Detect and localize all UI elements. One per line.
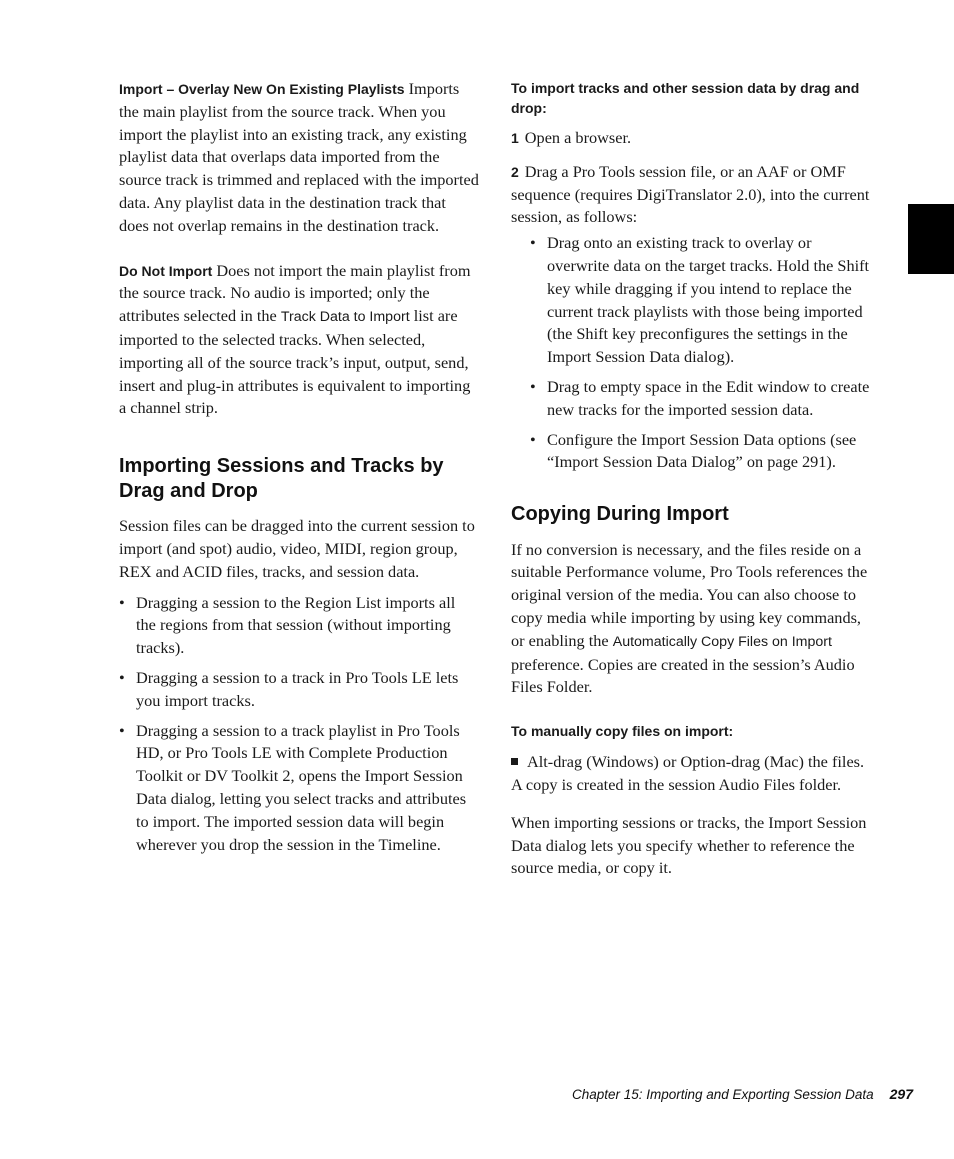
square-bullet-icon [511, 758, 518, 765]
text-copying-b: preference. Copies are created in the session’s Audio Files Folder. [511, 654, 855, 697]
list-item-text: Drag to empty space in the Edit window to create new tracks for the imported session data. [547, 376, 870, 419]
paragraph-do-not-import [119, 260, 479, 421]
square-step [511, 751, 871, 797]
bullet-icon: • [119, 592, 125, 612]
step-number: 2 [511, 163, 519, 180]
text-overlay-new: Imports the main playlist from the source track. When you import the playlist into an existing track, any existing playlist data that overlaps data imported from the source track is trimmed and replaced with the imported data. Any playlist data in the destination track that does not overlap remains in the destination track. [119, 79, 479, 235]
right-column [511, 78, 871, 880]
left-column [119, 78, 479, 863]
footer-chapter-title: Chapter 15: Importing and Exporting Session Data [571, 1087, 874, 1102]
inline-track-data-to-import: Track Data to Import [280, 309, 410, 326]
paragraph-import-session-data: When importing sessions or tracks, the Import Session Data dialog lets you specify whether to reference the source media, or copy it. [511, 812, 867, 878]
heading-drag-and-drop: Importing Sessions and Tracks by Drag and Drop [119, 455, 444, 502]
bullet-list-right [530, 232, 871, 474]
step-1 [511, 127, 871, 150]
runin-overlay-new: Import – Overlay New On Existing Playlists [119, 81, 405, 97]
list-item [530, 376, 871, 422]
text-do-not-import-b: list are imported to the selected tracks. When selected, importing all of the source track’s input, output, send, insert and plug-in attributes is equivalent to importing a channel strip. [119, 306, 471, 418]
step-text: Open a browser. [524, 128, 632, 147]
bullet-icon: • [119, 667, 125, 687]
bullet-icon: • [530, 233, 536, 253]
chapter-tab-marker [908, 204, 954, 274]
list-item-text: Dragging a session to a track in Pro Tools LE lets you import tracks. [136, 667, 459, 710]
square-step-text: Alt-drag (Windows) or Option-drag (Mac) the files. A copy is created in the session Audio Files folder. [511, 752, 865, 795]
paragraph-copying [511, 539, 871, 700]
list-item [530, 429, 871, 475]
procedure-heading-manual-copy: To manually copy files on import: [511, 723, 734, 740]
list-item [119, 720, 479, 857]
runin-do-not-import: Do Not Import [119, 262, 213, 279]
list-item-text: Dragging a session to a track playlist in Pro Tools HD, or Pro Tools LE with Complete Production Toolkit or DV Toolkit 2, opens the Import Session Data dialog, letting you select tracks and attributes to import. The imported session data will begin wherever you drop the session in the Timeline. [136, 720, 467, 854]
list-item-text: Drag onto an existing track to overlay or overwrite data on the target tracks. Hold the Shift key while dragging if you intend to replace the current track playlists with those being imported (the Shift key preconfigures the settings in the Import Session Data dialog). [547, 233, 870, 367]
procedure-heading-drag-drop: To import tracks and other session data by drag and drop: [511, 80, 860, 116]
list-item-text: Configure the Import Session Data options (see “Import Session Data Dialog” on page 291). [547, 429, 857, 472]
list-item [119, 592, 479, 660]
text-copying-a: If no conversion is necessary, and the files reside on a suitable Performance volume, Pro Tools references the original version of the media. You can also choose to copy media while importing by using key commands, or enabling the [511, 539, 868, 650]
footer-page-number: 297 [889, 1086, 913, 1102]
step-number: 1 [511, 130, 519, 146]
step-2 [511, 161, 871, 229]
step-text: Drag a Pro Tools session file, or an AAF or OMF sequence (requires DigiTranslator 2.0), into the current session, as follows: [511, 161, 870, 227]
bullet-list-left [119, 592, 479, 857]
heading-copying-during-import: Copying During Import [511, 503, 729, 526]
list-item-text: Dragging a session to the Region List imports all the regions from that session (without importing tracks). [136, 592, 456, 658]
text-do-not-import-a: Does not import the main playlist from the source track. No audio is imported; only the attributes selected in the [119, 260, 471, 326]
list-item [119, 667, 479, 713]
inline-automatically-copy-files: Automatically Copy Files on Import [612, 633, 832, 650]
bullet-icon: • [530, 376, 536, 396]
page-footer [572, 1086, 913, 1102]
paragraph-intro: Session files can be dragged into the current session to import (and spot) audio, video, MIDI, region group, REX and ACID files, tracks, and session data. [119, 516, 475, 581]
bullet-icon: • [119, 720, 125, 740]
list-item [530, 232, 871, 369]
bullet-icon: • [530, 429, 536, 449]
paragraph-overlay-new [119, 78, 479, 238]
